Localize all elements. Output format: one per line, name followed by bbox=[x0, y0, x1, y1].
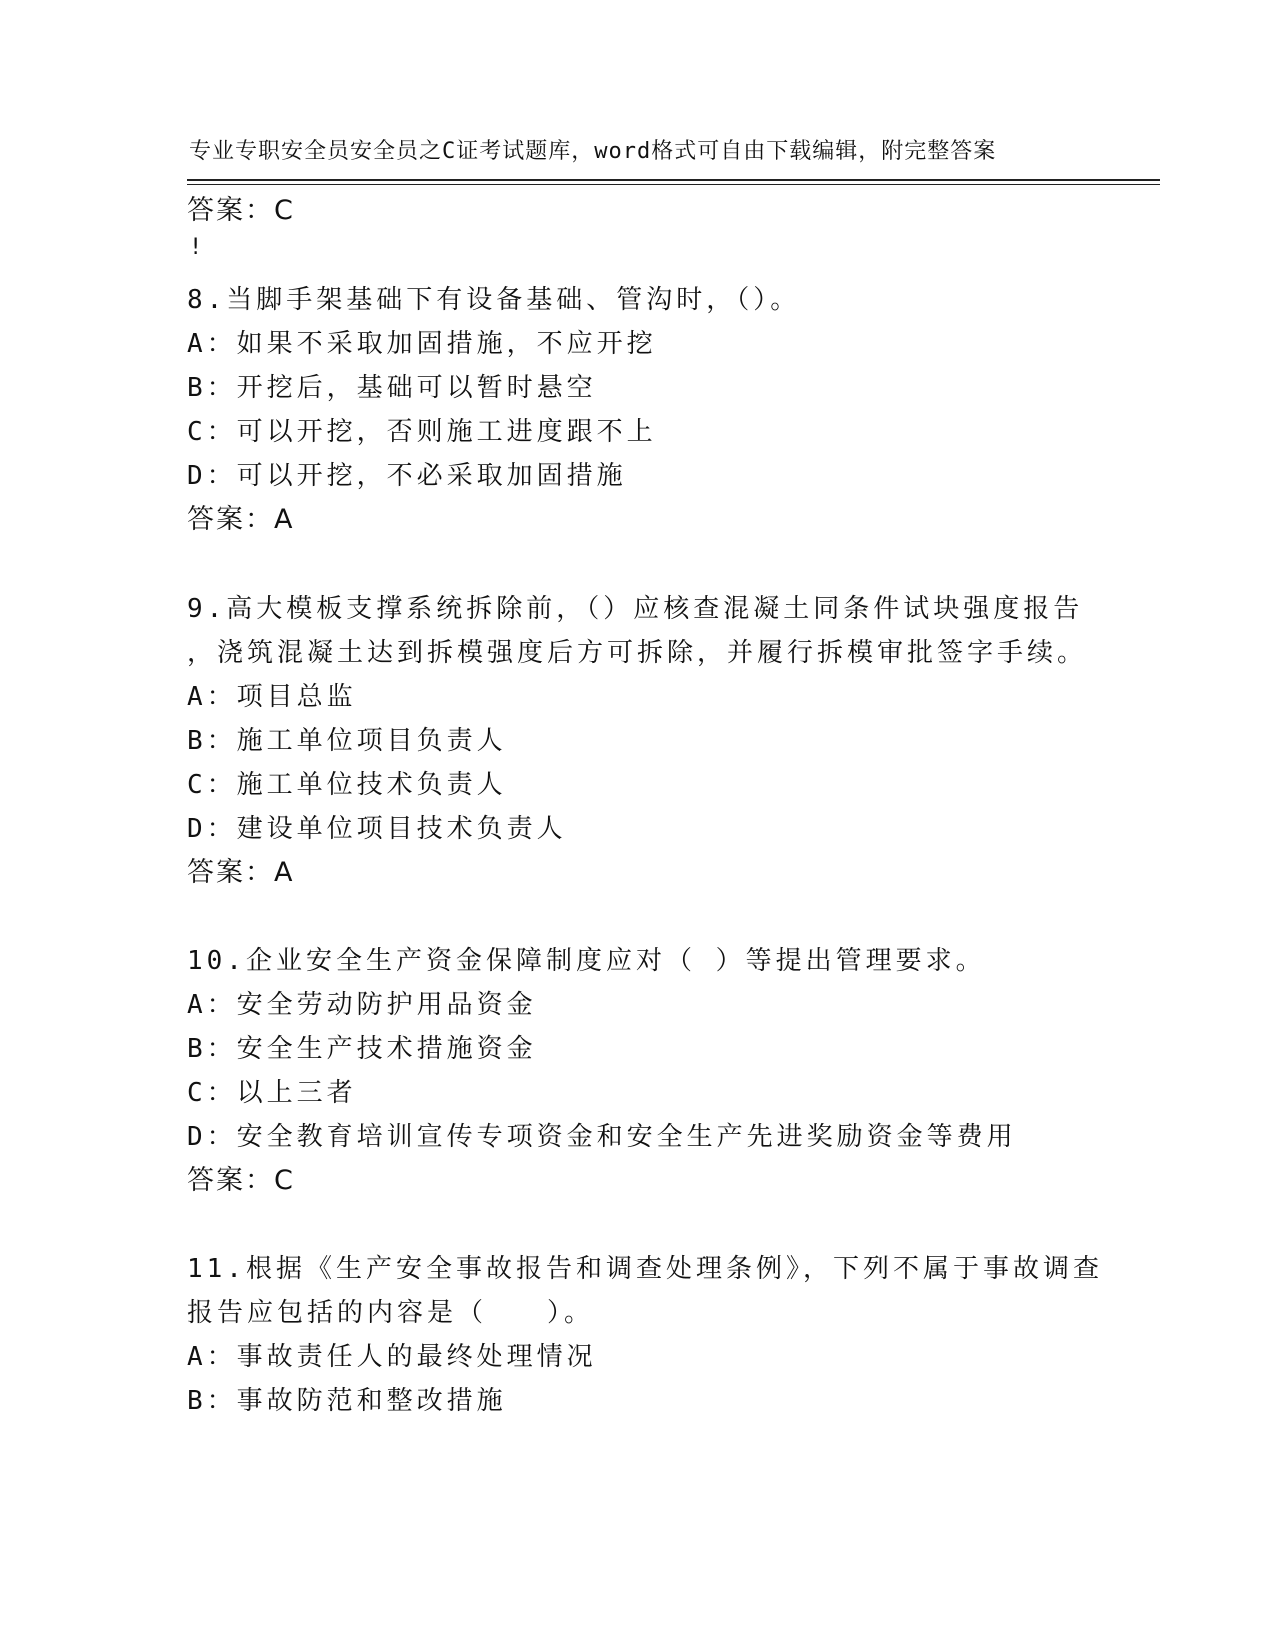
question-11-stem-line-1: 11.根据《生产安全事故报告和调查处理条例》，下列不属于事故调查 bbox=[187, 1254, 1103, 1284]
question-8-option-c: C：可以开挖，否则施工进度跟不上 bbox=[187, 417, 657, 447]
header-divider-thin bbox=[187, 184, 1160, 185]
question-9-option-b: B：施工单位项目负责人 bbox=[187, 726, 507, 756]
question-11-option-a: A：事故责任人的最终处理情况 bbox=[187, 1342, 597, 1372]
question-11-option-b: B：事故防范和整改措施 bbox=[187, 1386, 507, 1416]
question-9-option-d: D：建设单位项目技术负责人 bbox=[187, 814, 567, 844]
question-8-stem: 8.当脚手架基础下有设备基础、管沟时，（）。 bbox=[187, 285, 801, 315]
question-9-answer: 答案：A bbox=[187, 857, 295, 888]
question-10-option-c: C：以上三者 bbox=[187, 1078, 357, 1108]
question-10-option-b: B：安全生产技术措施资金 bbox=[187, 1034, 537, 1064]
header-line-1: 专业专职安全员安全员之C证考试题库，word格式可自由下载编辑，附完整答案 bbox=[189, 139, 997, 164]
question-10-option-d: D：安全教育培训宣传专项资金和安全生产先进奖励资金等费用 bbox=[187, 1122, 1017, 1152]
question-8-option-a: A：如果不采取加固措施，不应开挖 bbox=[187, 329, 657, 359]
header-line-2: ! bbox=[189, 235, 204, 260]
question-8-option-d: D：可以开挖，不必采取加固措施 bbox=[187, 461, 627, 491]
question-9-option-a: A：项目总监 bbox=[187, 682, 357, 712]
question-10-answer: 答案：C bbox=[187, 1165, 295, 1196]
question-11-stem-line-2: 报告应包括的内容是（ ）。 bbox=[187, 1298, 595, 1328]
question-8-answer: 答案：A bbox=[187, 504, 295, 535]
question-9-option-c: C：施工单位技术负责人 bbox=[187, 770, 507, 800]
header-divider-thick bbox=[187, 179, 1160, 181]
question-9-stem-line-2: ，浇筑混凝土达到拆模强度后方可拆除，并履行拆模审批签字手续。 bbox=[187, 638, 1088, 668]
question-10-option-a: A：安全劳动防护用品资金 bbox=[187, 990, 537, 1020]
question-9-stem-line-1: 9.高大模板支撑系统拆除前，（）应核查混凝土同条件试块强度报告 bbox=[187, 594, 1084, 624]
question-8-option-b: B：开挖后，基础可以暂时悬空 bbox=[187, 373, 597, 403]
question-10-stem: 10.企业安全生产资金保障制度应对（ ）等提出管理要求。 bbox=[187, 946, 986, 976]
answer-previous-question: 答案：C bbox=[187, 195, 295, 226]
